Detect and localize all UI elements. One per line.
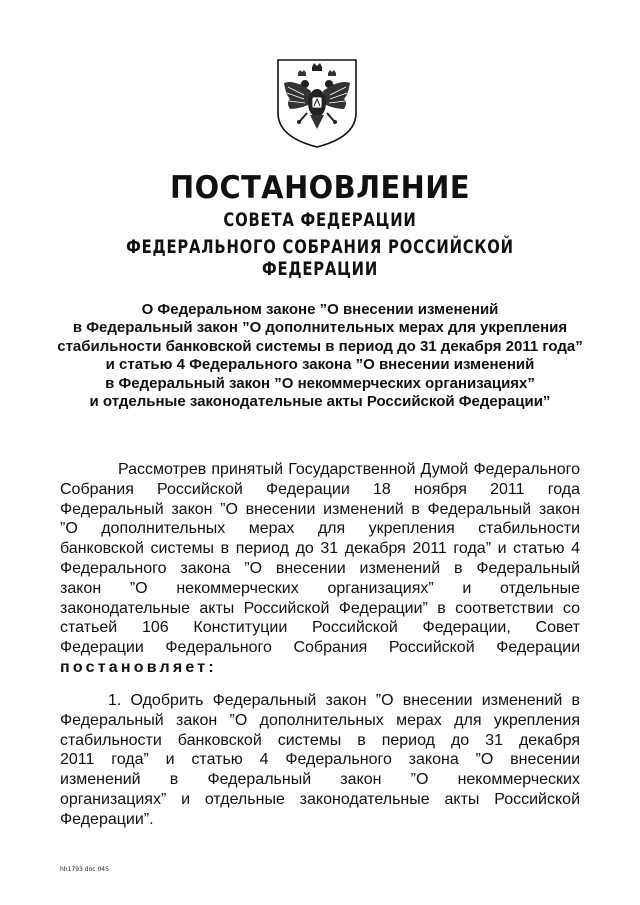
file-code: hh1793 doc 045 [60, 866, 109, 873]
decree-word: постановляет: [60, 658, 217, 676]
paragraph-line: ”О дополнительных мерах для укрепления стабильности [60, 520, 580, 538]
issuer-line-1: СОВЕТА ФЕДЕРАЦИИ [223, 209, 417, 231]
paragraph-line: Федеральный закон ”О дополнительных мерах для укрепления [60, 711, 580, 729]
paragraph-line: закон ”О некоммерческих организациях” и отдельные [60, 579, 580, 597]
paragraph-line: статьей 106 Конституции Российской Федерации, Совет [60, 619, 580, 637]
paragraph-line: стабильности банковской системы в период до 31 декабря [60, 731, 580, 749]
subject-line: в Федеральный закон ”О дополнительных мерах для укрепления [72, 319, 568, 337]
subject-line: в Федеральный закон ”О некоммерческих организациях” [105, 374, 535, 392]
subject-line: О Федеральном законе ”О внесении изменений [141, 301, 499, 318]
paragraph-line: 2011 года” и статью 4 Федерального закона ”О внесении [60, 751, 580, 769]
issuer-line-2: ФЕДЕРАЛЬНОГО СОБРАНИЯ РОССИЙСКОЙ ФЕДЕРАЦИИ [126, 236, 514, 280]
subject-line: стабильности банковской системы в период до 31 декабря 2011 года” [57, 337, 583, 355]
resolution-item-1 [60, 691, 580, 830]
document-subject [40, 301, 600, 411]
paragraph-line: Федерального закона ”О внесении изменений в Федеральный [60, 559, 580, 577]
paragraph-line: 1. Одобрить Федеральный закон ”О внесении изменений в [108, 692, 580, 709]
coat-of-arms-emblem-icon [274, 57, 360, 149]
document-title: ПОСТАНОВЛЕНИЕ [169, 170, 471, 206]
preamble-paragraph [60, 460, 580, 678]
paragraph-line: Федерации”. [60, 810, 154, 828]
paragraph-line: Рассмотрев принятый Государственной Думой Федерального [118, 461, 580, 478]
paragraph-line: организациях” и отдельные законодательные акты Российской [60, 790, 580, 808]
paragraph-line: Федеральный закон ”О внесении изменений в Федеральный закон [60, 500, 580, 518]
paragraph-line: Федерации Федерального Собрания Российской Федерации [60, 639, 580, 657]
subject-line: и отдельные законодательные акты Российской Федерации” [89, 393, 551, 411]
paragraph-line: банковской системы в период до 31 декабря 2011 года” и статью 4 [60, 540, 580, 558]
subject-line: и статью 4 Федерального закона ”О внесении изменений [105, 356, 535, 374]
paragraph-line: изменений в Федеральный закон ”О некоммерческих [60, 771, 580, 789]
paragraph-line: законодательные акты Российской Федерации” в соответствии со [60, 599, 580, 617]
paragraph-line: Собрания Российской Федерации 18 ноября 2011 года [60, 480, 580, 498]
